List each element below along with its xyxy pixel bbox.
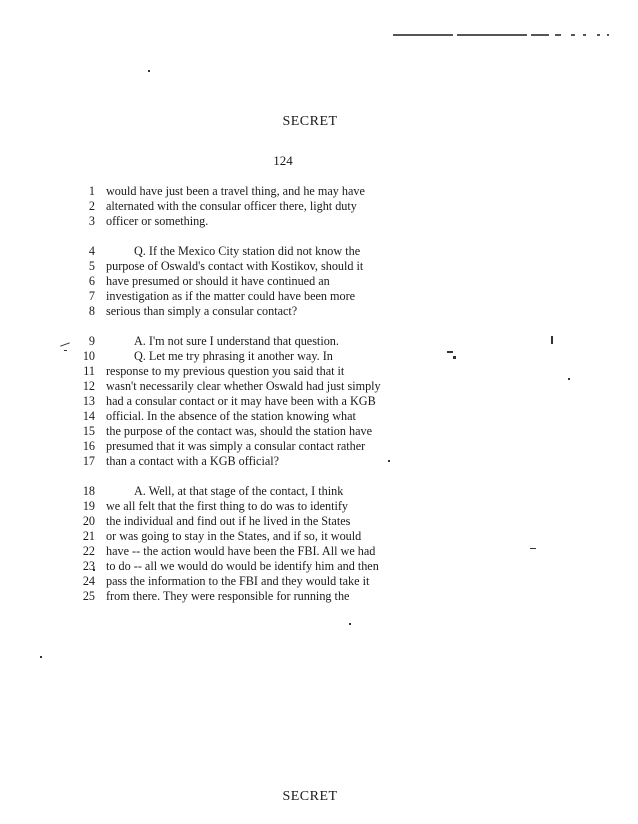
line-number: 10 (82, 349, 95, 363)
transcript-line (70, 304, 430, 319)
line-number: 23 (82, 559, 95, 573)
line-text: presumed that it was simply a consular contact rather (106, 439, 366, 453)
transcript-line (70, 544, 430, 559)
transcript-line (70, 214, 430, 229)
line-text: Q. If the Mexico City station did not know the (134, 244, 361, 258)
transcript-line (70, 559, 430, 574)
line-number: 25 (82, 589, 95, 603)
line-number: 5 (88, 259, 95, 273)
transcript-line (70, 454, 430, 469)
line-number: 6 (88, 274, 95, 288)
scan-speck (148, 70, 150, 72)
scan-speck (551, 336, 553, 344)
line-text: officer or something. (106, 214, 209, 228)
line-text: A. I'm not sure I understand that question. (134, 334, 339, 348)
transcript-line (70, 514, 430, 529)
line-number: 22 (82, 544, 95, 558)
line-number: 15 (82, 424, 95, 438)
transcript-line (70, 349, 430, 364)
line-text: alternated with the consular officer there, light duty (106, 199, 357, 213)
line-text: have presumed or should it have continued an (106, 274, 330, 288)
line-number: 8 (88, 304, 95, 318)
transcript-line (70, 394, 430, 409)
line-text: to do -- all we would do would be identify him and then (106, 559, 379, 573)
transcript-line (70, 259, 430, 274)
transcript-line (70, 589, 430, 604)
line-text: than a contact with a KGB official? (106, 454, 280, 468)
scan-speck (447, 351, 453, 353)
transcript-line (70, 364, 430, 379)
transcript-line (70, 574, 430, 589)
line-text: A. Well, at that stage of the contact, I think (134, 484, 344, 498)
line-number: 21 (82, 529, 95, 543)
scan-speck (349, 623, 351, 625)
transcript-line (70, 244, 430, 259)
transcript-line (70, 424, 430, 439)
line-number: 4 (88, 244, 95, 258)
line-text: had a consular contact or it may have been with a KGB (106, 394, 376, 408)
transcript-line (70, 439, 430, 454)
scan-speck (64, 350, 67, 351)
line-text: purpose of Oswald's contact with Kostikov, should it (106, 259, 364, 273)
line-text: from there. They were responsible for running the (106, 589, 350, 603)
line-text: serious than simply a consular contact? (106, 304, 298, 318)
line-number: 3 (88, 214, 95, 228)
line-number: 9 (88, 334, 95, 348)
transcript-line (70, 529, 430, 544)
line-number: 12 (82, 379, 95, 393)
line-number: 18 (82, 484, 95, 498)
page-number: 124 (273, 153, 293, 168)
header-classification: SECRET (282, 114, 338, 129)
line-number: 2 (88, 199, 95, 213)
transcript-line (70, 289, 430, 304)
transcript-line (70, 334, 430, 349)
line-number: 20 (82, 514, 95, 528)
line-number: 24 (82, 574, 95, 588)
transcript-line (70, 184, 430, 199)
scan-speck (568, 378, 570, 380)
line-number: 19 (82, 499, 95, 513)
line-number: 7 (88, 289, 95, 303)
line-number: 14 (82, 409, 95, 423)
line-number: 16 (82, 439, 95, 453)
line-number: 17 (82, 454, 95, 468)
scan-speck (60, 342, 70, 346)
line-text: Q. Let me try phrasing it another way. In (134, 349, 333, 363)
scan-speck (453, 356, 456, 359)
line-text: or was going to stay in the States, and if so, it would (106, 529, 362, 543)
line-text: have -- the action would have been the FBI. All we had (106, 544, 376, 558)
footer-classification: SECRET (282, 789, 338, 804)
line-text: pass the information to the FBI and they would take it (106, 574, 370, 588)
line-text: wasn't necessarily clear whether Oswald had just simply (106, 379, 381, 393)
line-text: the purpose of the contact was, should the station have (106, 424, 373, 438)
line-text: investigation as if the matter could have been more (106, 289, 356, 303)
line-text: we all felt that the first thing to do was to identify (106, 499, 349, 513)
transcript-line (70, 274, 430, 289)
transcript-line (70, 484, 430, 499)
transcript-body (70, 184, 430, 604)
line-number: 13 (82, 394, 95, 408)
transcript-line (70, 409, 430, 424)
scan-speck (530, 548, 536, 549)
line-number: 1 (88, 184, 95, 198)
line-text: the individual and find out if he lived in the States (106, 514, 351, 528)
transcript-line (70, 379, 430, 394)
transcript-line (70, 499, 430, 514)
line-text: official. In the absence of the station knowing what (106, 409, 356, 423)
line-text: would have just been a travel thing, and he may have (106, 184, 365, 198)
scan-artifact-strip (393, 34, 623, 38)
transcript-line (70, 199, 430, 214)
scan-speck (40, 656, 42, 658)
line-text: response to my previous question you said that it (106, 364, 345, 378)
line-number: 11 (83, 364, 95, 378)
